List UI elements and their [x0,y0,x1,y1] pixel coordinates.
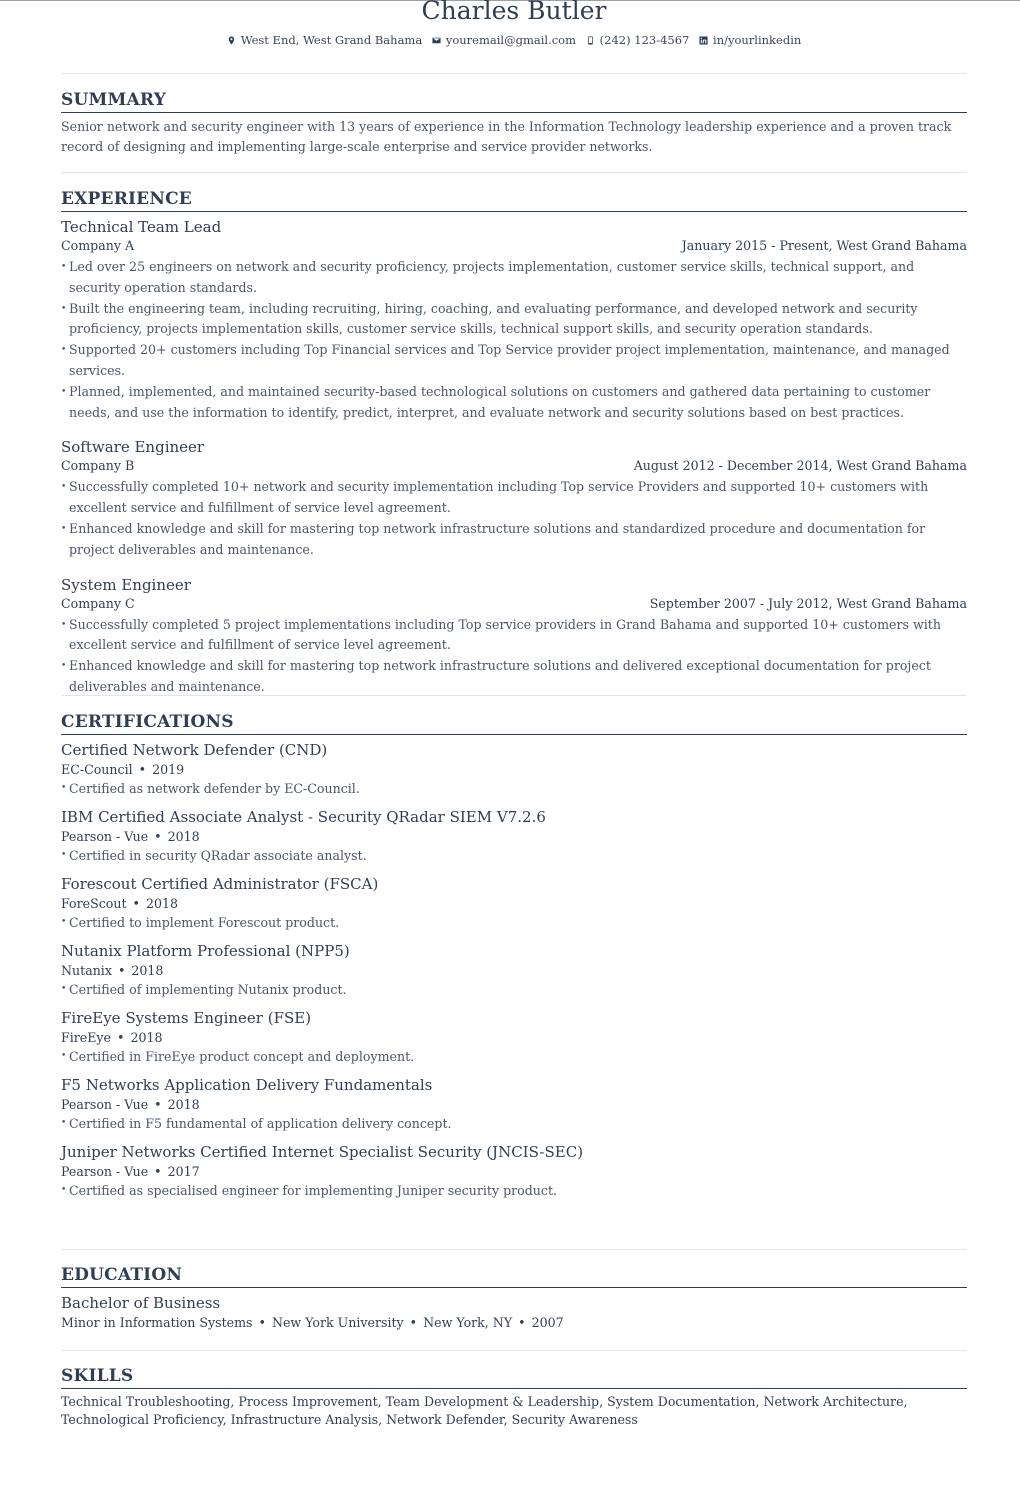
linkedin-text[interactable]: in/yourlinkedin [713,33,802,47]
cert-year: 2018 [145,896,179,911]
cert-year: 2018 [167,829,200,844]
cert-issuer: ForeScout [61,896,127,911]
cert-desc: • Certified in F5 fundamental of application delivery concept. [61,1114,967,1133]
education-location: New York, NY [423,1315,513,1330]
cert-name: IBM Certified Associate Analyst - Security QRadar SIEM V7.2.6 [61,808,546,826]
cert-meta: FireEye • 2018 [61,1030,163,1045]
cert-name: FireEye Systems Engineer (FSE) [61,1009,312,1027]
job-meta [61,457,967,475]
list-item: • Built the engineering team, including recruiting, hiring, coaching, and evaluating performance, and developed network and security proficiency, projects implementation skills, customer service skills, technical support skills, and security operation standards. [61,299,967,341]
cert-name: Certified Network Defender (CND) [61,741,328,759]
divider [61,1350,967,1351]
education-meta: Minor in Information Systems • New York University • New York, NY • 2007 [61,1315,564,1330]
cert-issuer: EC-Council [61,762,133,777]
job-meta [61,595,967,613]
cert-year: 2018 [131,963,164,978]
contact-email[interactable] [432,31,576,49]
cert-issuer: Pearson - Vue [61,1097,149,1112]
cert-issuer: Pearson - Vue [61,1164,149,1179]
job-company: Company B [61,458,135,474]
divider [61,172,967,173]
cert-issuer: Nutanix [61,963,112,978]
cert-meta: EC-Council • 2019 [61,762,185,777]
cert-desc: • Certified in security QRadar associate analyst. [61,846,967,865]
list-item: • Led over 25 engineers on network and security proficiency, projects implementation, customer service skills, technical support, and security operation standards. [61,257,967,299]
cert-year: 2018 [130,1030,163,1045]
section-title-certifications: CERTIFICATIONS [61,711,967,735]
location-text: West End, West Grand Bahama [240,33,423,47]
divider [61,695,967,696]
cert-entry [61,1142,967,1200]
cert-entry [61,1008,967,1066]
section-title-experience: EXPERIENCE [61,188,967,212]
job-dates: September 2007 - July 2012, West Grand Bahama [649,595,967,611]
location-pin-icon [227,36,236,45]
job-company: Company C [61,595,135,611]
contact-bar [61,31,967,50]
list-item: • Successfully completed 5 project implementations including Top service providers in Grand Bahama and supported 10+ customers with excellent service and fulfillment of service level agreement. [61,615,967,657]
list-item: • Planned, implemented, and maintained security-based technological solutions on customers and gathered data pertaining to customer needs, and use the information to identify, predict, interpret, and evaluate network and security solutions based on best practices. [61,382,967,424]
job-bullets [61,477,967,560]
job-role: System Engineer [61,575,191,594]
education-minor: Minor in Information Systems [61,1315,253,1330]
cert-desc: • Certified of implementing Nutanix product. [61,980,967,999]
cert-name: F5 Networks Application Delivery Fundamentals [61,1076,433,1094]
job-dates: August 2012 - December 2014, West Grand Bahama [633,458,967,474]
job-role: Software Engineer [61,438,205,457]
cert-meta: Pearson - Vue • 2018 [61,1097,200,1112]
cert-desc: • Certified as network defender by EC-Council. [61,779,967,798]
skills-section [61,1365,967,1429]
cert-name: Juniper Networks Certified Internet Specialist Security (JNCIS-SEC) [61,1143,584,1161]
cert-entry [61,807,967,865]
mail-icon [432,36,441,45]
list-item: • Supported 20+ customers including Top Financial services and Top Service provider project implementation, maintenance, and managed services. [61,340,967,382]
list-item: • Successfully completed 10+ network and security implementation including Top service Providers and supported 10+ customers with excellent service and fulfillment of service level agreement. [61,477,967,519]
degree-title: Bachelor of Business [61,1294,221,1312]
phone-text[interactable]: (242) 123-4567 [599,33,690,47]
job-dates: January 2015 - Present, West Grand Bahama [681,238,967,253]
list-item: • Enhanced knowledge and skill for mastering top network infrastructure solutions and standardized procedure and documentation for project deliverables and maintenance. [61,519,967,561]
job-meta [61,237,967,255]
cert-name: Forescout Certified Administrator (FSCA) [61,875,379,893]
cert-desc: • Certified to implement Forescout product. [61,913,967,932]
cert-entry [61,874,967,932]
divider [61,1249,967,1250]
linkedin-icon [699,36,708,45]
email-text[interactable]: youremail@gmail.com [445,33,577,47]
cert-meta: Pearson - Vue • 2018 [61,829,200,844]
cert-year: 2019 [152,762,185,777]
phone-icon [586,36,595,45]
summary-text: Senior network and security engineer with 13 years of experience in the Information Technology leadership experience and a proven track record of designing and implementing large-scale enterprise and service provider networks. [61,119,952,154]
section-title-education: EDUCATION [61,1264,967,1288]
job-entry [61,217,967,423]
cert-meta: ForeScout • 2018 [61,896,179,911]
contact-location [227,31,423,49]
summary-section [61,89,967,157]
skills-text: Technical Troubleshooting, Process Improvement, Team Development & Leadership, System Documentation, Network Architecture, Technological Proficiency, Infrastructure Analysis, Network Defender, Security Awareness [61,1394,908,1427]
cert-entry [61,740,967,798]
job-role: Technical Team Lead [61,218,222,236]
education-section [61,1264,967,1332]
contact-linkedin[interactable] [699,31,801,49]
cert-entry [61,1075,967,1133]
cert-desc: • Certified in FireEye product concept and deployment. [61,1047,967,1066]
education-school: New York University [271,1315,404,1330]
cert-year: 2017 [167,1164,200,1179]
cert-name: Nutanix Platform Professional (NPP5) [61,942,350,960]
section-title-skills: SKILLS [61,1365,967,1389]
experience-section [61,188,967,698]
cert-desc: • Certified as specialised engineer for implementing Juniper security product. [61,1181,967,1200]
job-entry [61,575,967,698]
cert-issuer: Pearson - Vue [61,829,149,844]
cert-year: 2018 [167,1097,200,1112]
certifications-section [61,711,967,1200]
job-entry [61,437,967,560]
candidate-name: Charles Butler [421,0,607,25]
education-year: 2007 [531,1315,564,1330]
contact-phone[interactable] [586,31,690,49]
cert-entry [61,941,967,999]
job-bullets [61,257,967,423]
job-company: Company A [61,238,135,253]
list-item: • Enhanced knowledge and skill for mastering top network infrastructure solutions and delivered exceptional documentation for project deliverables and maintenance. [61,656,967,698]
section-title-summary: SUMMARY [61,89,967,113]
job-bullets [61,615,967,698]
cert-meta: Pearson - Vue • 2017 [61,1164,200,1179]
cert-issuer: FireEye [61,1030,111,1045]
divider [61,73,967,74]
cert-meta: Nutanix • 2018 [61,963,164,978]
